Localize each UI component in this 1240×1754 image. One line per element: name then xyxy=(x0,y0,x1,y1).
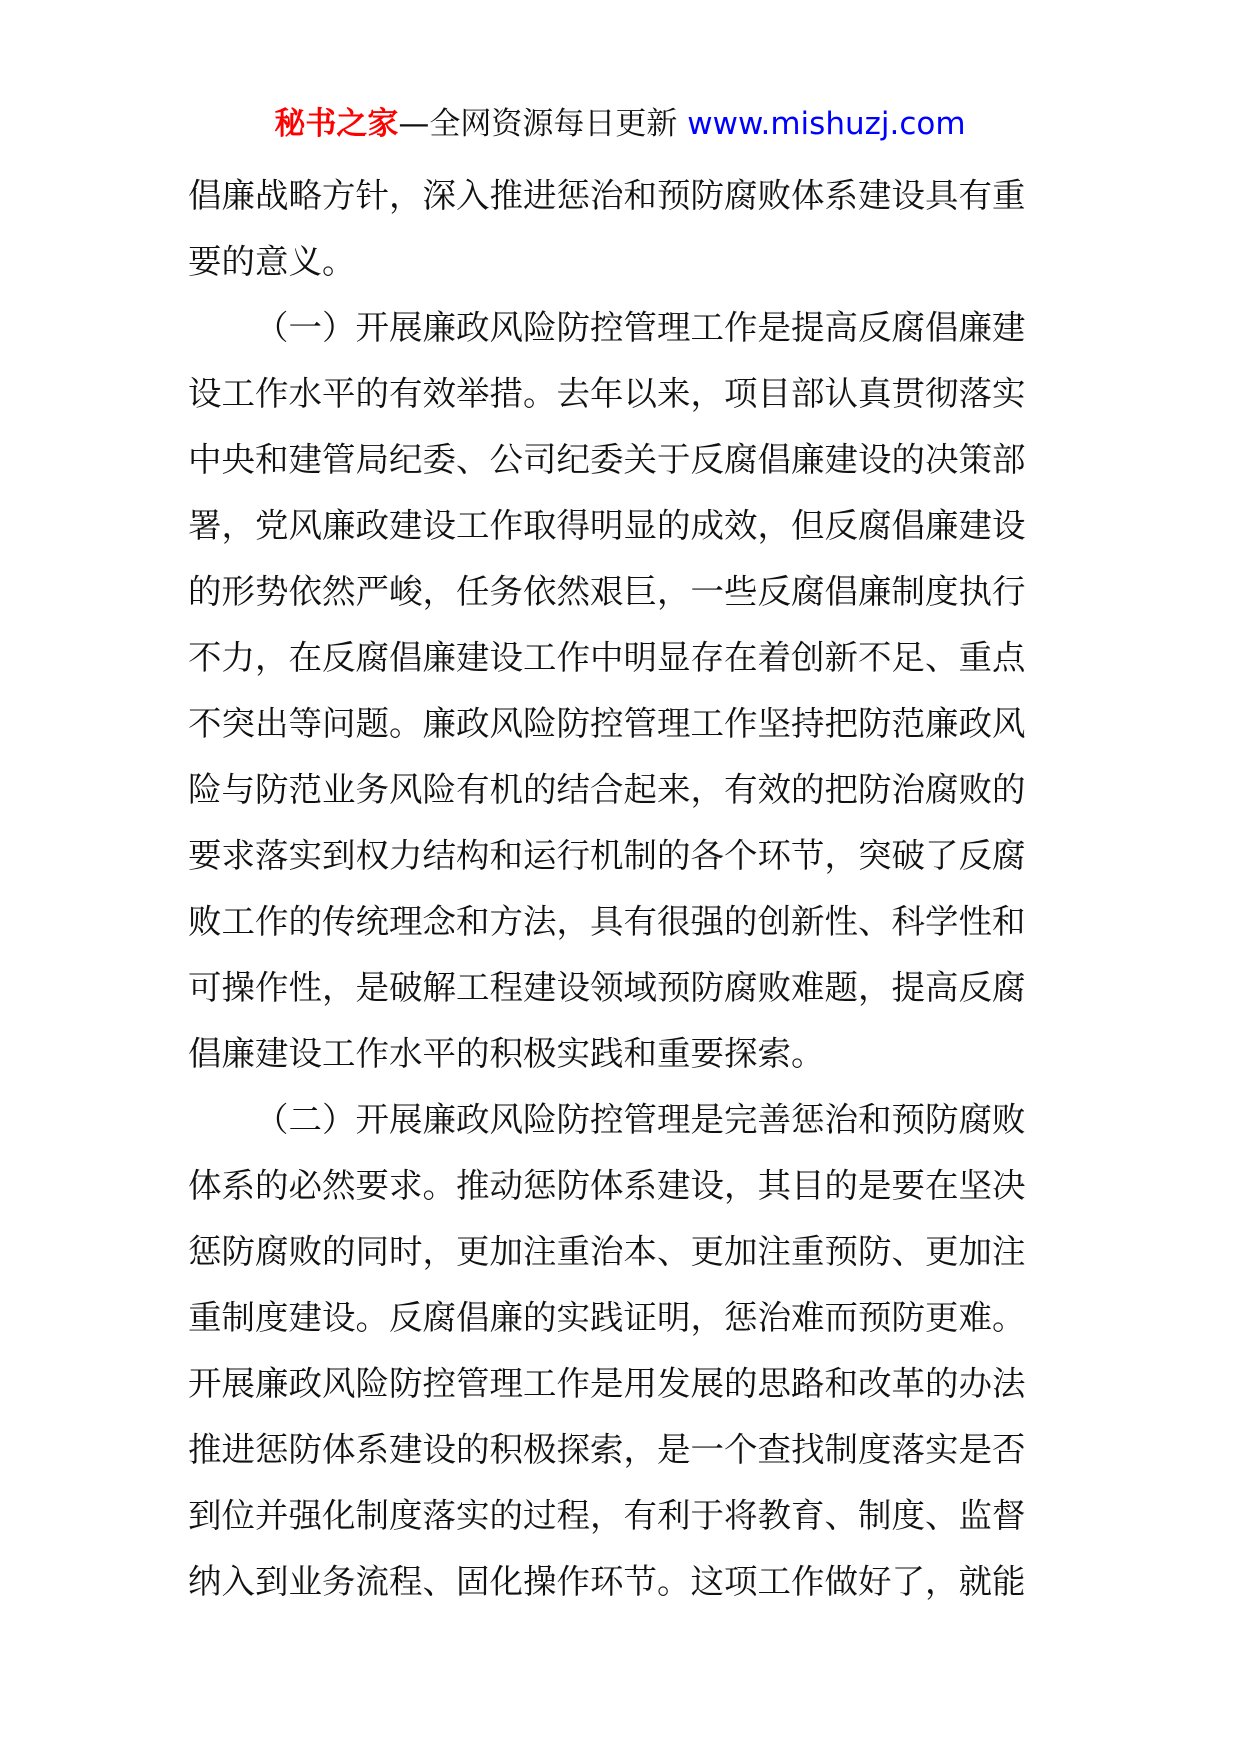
text-line: 设工作水平的有效举措。去年以来，项目部认真贯彻落实 xyxy=(188,374,1026,413)
text-line: 中央和建管局纪委、公司纪委关于反腐倡廉建设的决策部 xyxy=(188,440,1026,479)
text-line: 险与防范业务风险有机的结合起来，有效的把防治腐败的 xyxy=(188,770,1026,809)
brand-name: 秘书之家 xyxy=(274,106,399,142)
text-line: 要的意义。 xyxy=(188,242,356,281)
paragraph xyxy=(188,163,1058,295)
text-line: 到位并强化制度落实的过程，有利于将教育、制度、监督 xyxy=(188,1496,1026,1535)
text-line: 纳入到业务流程、固化操作环节。这项工作做好了，就能 xyxy=(188,1562,1026,1601)
text-line: 要求落实到权力结构和运行机制的各个环节，突破了反腐 xyxy=(188,836,1026,875)
text-line: 署，党风廉政建设工作取得明显的成效，但反腐倡廉建设 xyxy=(188,506,1026,545)
site-header xyxy=(0,102,1240,146)
text-line: 倡廉战略方针，深入推进惩治和预防腐败体系建设具有重 xyxy=(188,176,1026,215)
text-line: 不力，在反腐倡廉建设工作中明显存在着创新不足、重点 xyxy=(188,638,1026,677)
paragraph xyxy=(188,295,1058,1087)
text-line: 的形势依然严峻，任务依然艰巨，一些反腐倡廉制度执行 xyxy=(188,572,1026,611)
text-line: 重制度建设。反腐倡廉的实践证明，惩治难而预防更难。 xyxy=(188,1298,1026,1337)
text-line: 败工作的传统理念和方法，具有很强的创新性、科学性和 xyxy=(188,902,1026,941)
site-url-link[interactable]: www.mishuzj.com xyxy=(687,106,966,142)
text-line: 开展廉政风险防控管理工作是用发展的思路和改革的办法 xyxy=(188,1364,1026,1403)
text-line: 倡廉建设工作水平的积极实践和重要探索。 xyxy=(188,1034,825,1073)
document-body xyxy=(188,163,1058,1615)
text-line: （一）开展廉政风险防控管理工作是提高反腐倡廉建 xyxy=(255,308,1026,347)
text-line: （二）开展廉政风险防控管理是完善惩治和预防腐败 xyxy=(255,1100,1026,1139)
paragraph xyxy=(188,1087,1058,1615)
header-tagline: —全网资源每日更新 xyxy=(398,106,678,142)
text-line: 不突出等问题。廉政风险防控管理工作坚持把防范廉政风 xyxy=(188,704,1026,743)
text-line: 可操作性，是破解工程建设领域预防腐败难题，提高反腐 xyxy=(188,968,1026,1007)
text-line: 惩防腐败的同时，更加注重治本、更加注重预防、更加注 xyxy=(188,1232,1026,1271)
text-line: 推进惩防体系建设的积极探索，是一个查找制度落实是否 xyxy=(188,1430,1026,1469)
text-line: 体系的必然要求。推动惩防体系建设，其目的是要在坚决 xyxy=(188,1166,1026,1205)
